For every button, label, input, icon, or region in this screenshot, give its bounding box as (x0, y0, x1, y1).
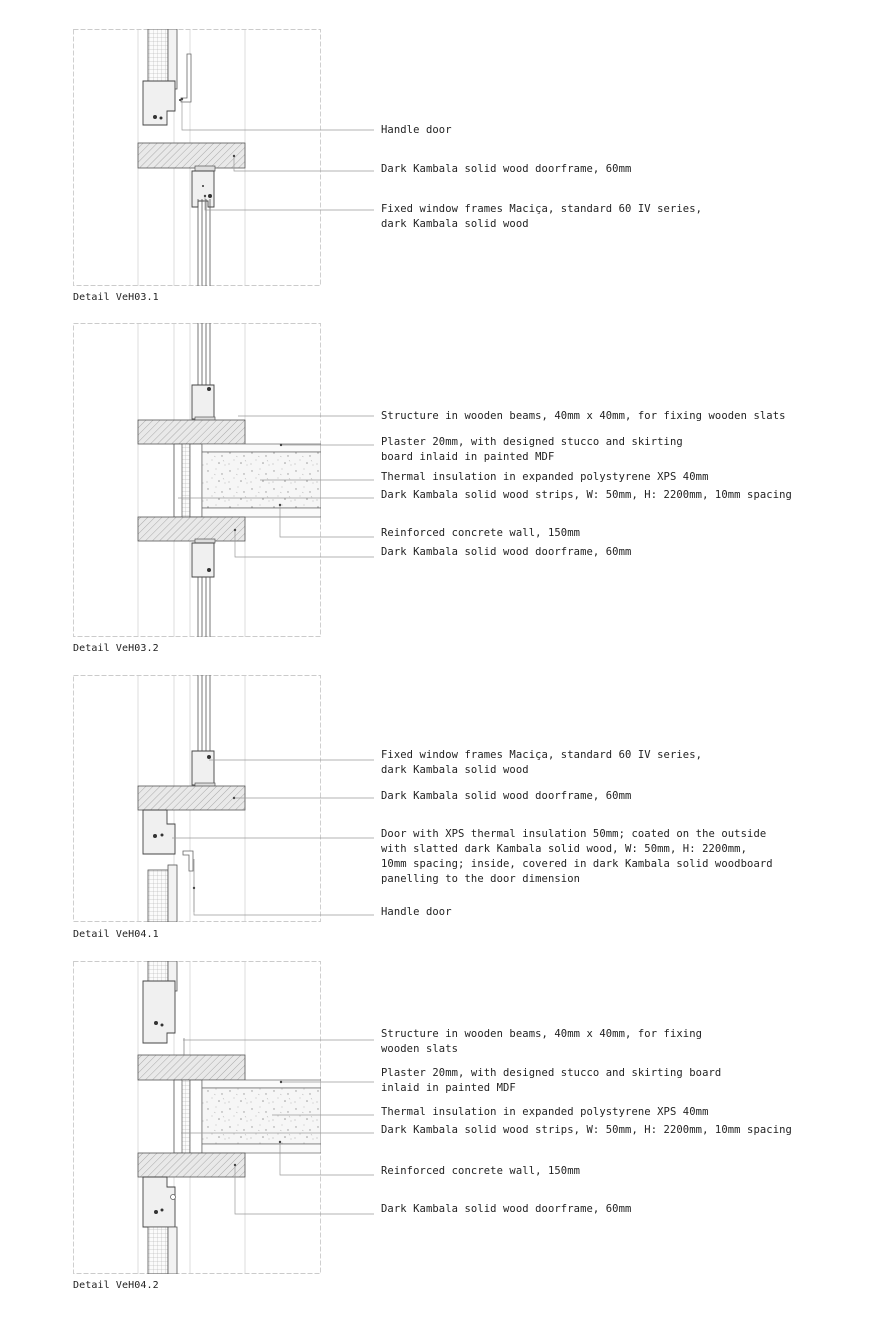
note-window-frames: Fixed window frames Maciça, standard 60 IV series, dark Kambala solid wood (381, 203, 703, 230)
leader-line (235, 530, 374, 557)
leader-line (194, 888, 374, 915)
leader-line (205, 196, 374, 210)
note-wood-strips: Dark Kambala solid wood strips, W: 50mm, H: 2200mm, 10mm spacing (381, 1124, 792, 1136)
note-doorframe: Dark Kambala solid wood doorframe, 60mm (381, 790, 632, 802)
leader-dot (279, 504, 281, 506)
note-handle-door: Handle door (381, 906, 452, 918)
leader-dot (234, 1164, 236, 1166)
note-plaster: Plaster 20mm, with designed stucco and skirting board inlaid in painted MDF (381, 1067, 722, 1094)
leader-line (182, 99, 374, 130)
detail-caption: Detail VeH04.2 (73, 1280, 159, 1291)
leader-line (235, 1165, 374, 1214)
leader-dot (280, 444, 282, 446)
leader-dot (233, 155, 235, 157)
leader-dot (193, 887, 195, 889)
note-structure-beams: Structure in wooden beams, 40mm x 40mm, for fixing wooden slats (381, 1028, 703, 1055)
note-doorframe: Dark Kambala solid wood doorframe, 60mm (381, 1203, 632, 1215)
note-handle-door: Handle door (381, 124, 452, 136)
leader-dot (234, 529, 236, 531)
detail-caption: Detail VeH03.1 (73, 292, 159, 303)
detail-caption: Detail VeH03.2 (73, 643, 159, 654)
leader-line (234, 156, 374, 171)
leader-line (280, 505, 374, 537)
note-thermal-insulation: Thermal insulation in expanded polystyrene XPS 40mm (381, 471, 709, 483)
note-wood-strips: Dark Kambala solid wood strips, W: 50mm, H: 2200mm, 10mm spacing (381, 489, 792, 501)
note-concrete-wall: Reinforced concrete wall, 150mm (381, 1165, 581, 1177)
leader-dot (279, 1141, 281, 1143)
note-plaster: Plaster 20mm, with designed stucco and skirting board inlaid in painted MDF (381, 436, 683, 463)
note-thermal-insulation: Thermal insulation in expanded polystyrene XPS 40mm (381, 1106, 709, 1118)
detail-caption: Detail VeH04.1 (73, 929, 159, 940)
leader-dot (181, 98, 183, 100)
leader-line (280, 1142, 374, 1175)
note-concrete-wall: Reinforced concrete wall, 150mm (381, 527, 581, 539)
note-doorframe: Dark Kambala solid wood doorframe, 60mm (381, 546, 632, 558)
note-door-insulation: Door with XPS thermal insulation 50mm; coated on the outside with slatted dark Kambala solid wood, W: 50mm, H: 2200mm, 10mm spacing; inside, covered in dark Kambala solid woodboard panelling to the door dimension (381, 828, 773, 885)
leader-dot (204, 195, 206, 197)
note-window-frames: Fixed window frames Maciça, standard 60 IV series, dark Kambala solid wood (381, 749, 703, 776)
note-structure-beams: Structure in wooden beams, 40mm x 40mm, for fixing wooden slats (381, 410, 786, 422)
leader-dot (233, 797, 235, 799)
note-doorframe: Dark Kambala solid wood doorframe, 60mm (381, 163, 632, 175)
leader-dot (280, 1081, 282, 1083)
